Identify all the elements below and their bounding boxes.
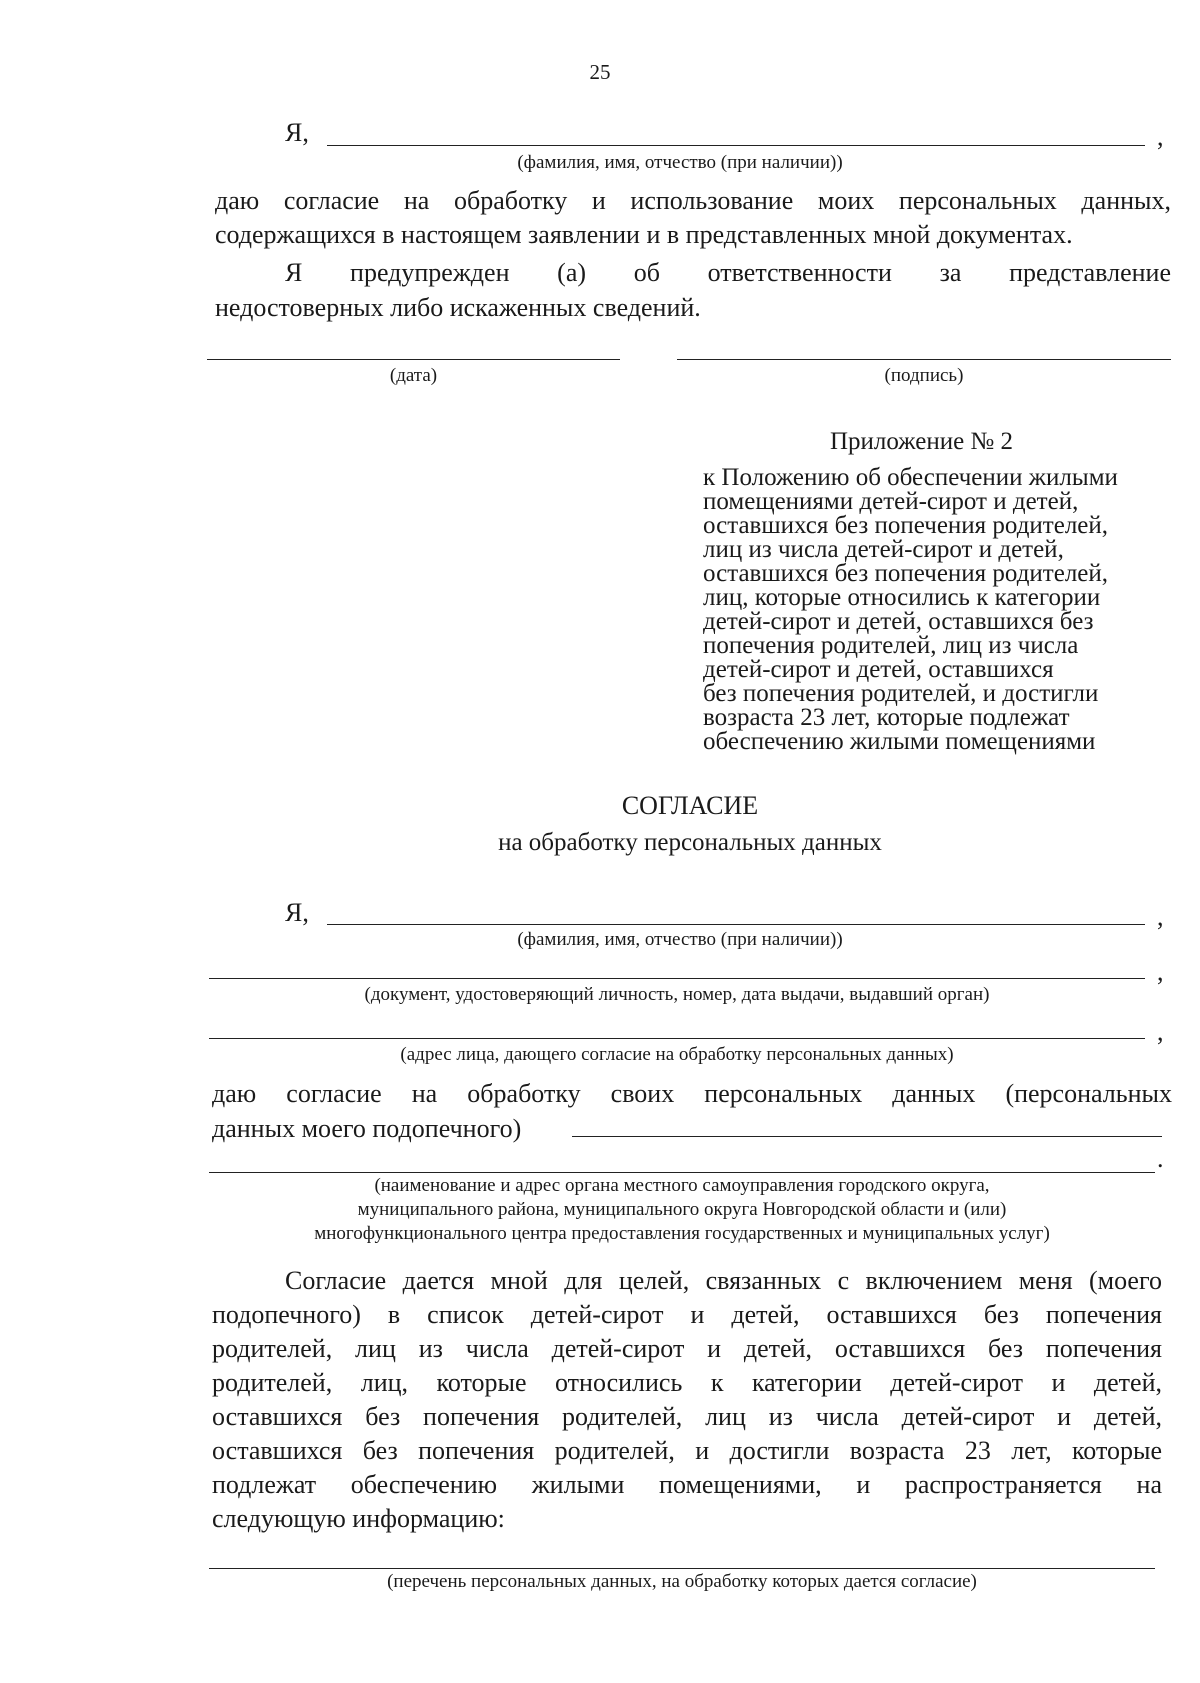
ya-label-form: Я, — [285, 898, 309, 927]
date-input-line[interactable] — [207, 359, 620, 360]
attachment-line: обеспечению жилыми помещениями — [703, 728, 1096, 755]
fio-input-line-top[interactable] — [327, 145, 1145, 146]
attachment-line: лиц из числа детей-сирот и детей, — [703, 536, 1064, 563]
attachment-line: попечения родителей, лиц из числа — [703, 632, 1079, 659]
purpose-line: родителей, лиц из числа детей-сирот и детей, оставшихся без попечения — [212, 1334, 1162, 1363]
attachment-line: без попечения родителей, и достигли — [703, 680, 1099, 707]
fio-caption-form: (фамилия, имя, отчество (при наличии)) — [517, 929, 843, 950]
signature-caption: (подпись) — [884, 365, 964, 386]
fio-caption-top: (фамилия, имя, отчество (при наличии)) — [517, 152, 843, 173]
attachment-line: оставшихся без попечения родителей, — [703, 512, 1109, 539]
purpose-line: подлежат обеспечению жилыми помещениями, и распространяется на — [212, 1470, 1162, 1499]
purpose-line: подопечного) в список детей-сирот и детей, оставшихся без попечения — [212, 1300, 1162, 1329]
form-consent-line2: данных моего подопечного) — [212, 1114, 522, 1143]
fio-input-line-form[interactable] — [327, 924, 1145, 925]
purpose-line: родителей, лиц, которые относились к категории детей-сирот и детей, — [212, 1368, 1162, 1397]
attachment-title: Приложение № 2 — [830, 428, 1014, 455]
page-number: 25 — [589, 60, 611, 84]
organization-caption-line1: (наименование и адрес органа местного самоуправления городского округа, — [374, 1175, 990, 1196]
attachment-line: детей-сирот и детей, оставшихся — [703, 656, 1054, 683]
organization-input-line[interactable] — [209, 1172, 1155, 1173]
document-input-line[interactable] — [209, 978, 1145, 979]
period-organization: . — [1157, 1144, 1164, 1173]
document-caption: (документ, удостоверяющий личность, номер, дата выдачи, выдавший орган) — [364, 984, 990, 1005]
warning-text-line1: Я предупрежден (а) об ответственности за представление — [285, 258, 1171, 287]
consent-text-line1: даю согласие на обработку и использование моих персональных данных, — [215, 186, 1171, 215]
attachment-line: возраста 23 лет, которые подлежат — [703, 704, 1070, 731]
purpose-line: оставшихся без попечения родителей, лиц из числа детей-сирот и детей, — [212, 1402, 1162, 1431]
comma-fio: , — [1157, 902, 1164, 931]
comma-document: , — [1157, 957, 1164, 986]
warning-text-line2: недостоверных либо искаженных сведений. — [215, 293, 701, 322]
organization-caption — [209, 1174, 1155, 1246]
attachment-line: к Положению об обеспечении жилыми — [703, 464, 1118, 491]
form-title: СОГЛАСИЕ — [621, 791, 759, 820]
attachment-line: лиц, которые относились к категории — [703, 584, 1101, 611]
date-caption: (дата) — [389, 365, 438, 386]
pd-list-caption: (перечень персональных данных, на обработку которых дается согласие) — [387, 1571, 977, 1592]
comma-address: , — [1157, 1017, 1164, 1046]
attachment-line: оставшихся без попечения родителей, — [703, 560, 1109, 587]
form-subtitle: на обработку персональных данных — [498, 829, 882, 856]
organization-caption-line2: муниципального района, муниципального округа Новгородской области и (или) — [357, 1199, 1007, 1220]
address-caption: (адрес лица, дающего согласие на обработку персональных данных) — [400, 1044, 954, 1065]
organization-caption-line3: многофункционального центра предоставления государственных и муниципальных услуг) — [314, 1223, 1050, 1244]
form-consent-line1: даю согласие на обработку своих персональных данных (персональных — [212, 1079, 1172, 1108]
purpose-line: оставшихся без попечения родителей, и достигли возраста 23 лет, которые — [212, 1436, 1162, 1465]
ward-input-line[interactable] — [572, 1136, 1162, 1137]
pd-list-input-line[interactable] — [209, 1568, 1155, 1569]
attachment-text — [703, 466, 1118, 754]
consent-text-line2: содержащихся в настоящем заявлении и в представленных мной документах. — [215, 220, 1073, 249]
signature-input-line[interactable] — [677, 359, 1171, 360]
ya-label-top: Я, — [285, 118, 309, 147]
attachment-line: детей-сирот и детей, оставшихся без — [703, 608, 1094, 635]
purpose-line-last: следующую информацию: — [212, 1504, 505, 1533]
purpose-line: Согласие дается мной для целей, связанных с включением меня (моего — [285, 1266, 1162, 1295]
address-input-line[interactable] — [209, 1038, 1145, 1039]
comma-top: , — [1157, 122, 1164, 151]
attachment-line: помещениями детей-сирот и детей, — [703, 488, 1079, 515]
